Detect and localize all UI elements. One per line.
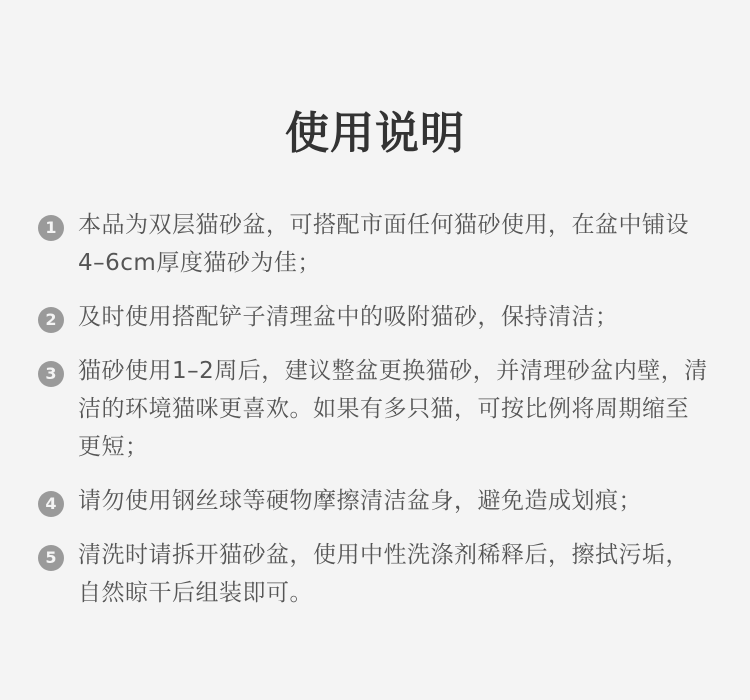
number-badge: 3 (38, 361, 64, 387)
number-badge: 5 (38, 545, 64, 571)
list-item (38, 482, 708, 520)
instruction-text: 清洗时请拆开猫砂盆，使用中性洗涤剂稀释后，擦拭污垢，自然晾干后组装即可。 (78, 542, 689, 606)
list-item (38, 352, 708, 466)
instruction-text: 本品为双层猫砂盆，可搭配市面任何猫砂使用，在盆中铺设4–6cm厚度猫砂为佳； (78, 212, 689, 276)
page-title: 使用说明 (285, 108, 465, 159)
number-badge: 1 (38, 215, 64, 241)
instruction-list (38, 206, 708, 628)
number-badge: 2 (38, 307, 64, 333)
instruction-text: 请勿使用钢丝球等硬物摩擦清洁盆身，避免造成划痕； (78, 488, 642, 514)
list-item (38, 298, 708, 336)
list-item (38, 536, 708, 612)
instruction-text: 及时使用搭配铲子清理盆中的吸附猫砂，保持清洁； (78, 304, 619, 330)
instruction-text: 猫砂使用1–2周后，建议整盆更换猫砂，并清理砂盆内壁，清洁的环境猫咪更喜欢。如果有多只猫，可按比例将周期缩至更短； (78, 358, 708, 460)
list-item (38, 206, 708, 282)
number-badge: 4 (38, 491, 64, 517)
